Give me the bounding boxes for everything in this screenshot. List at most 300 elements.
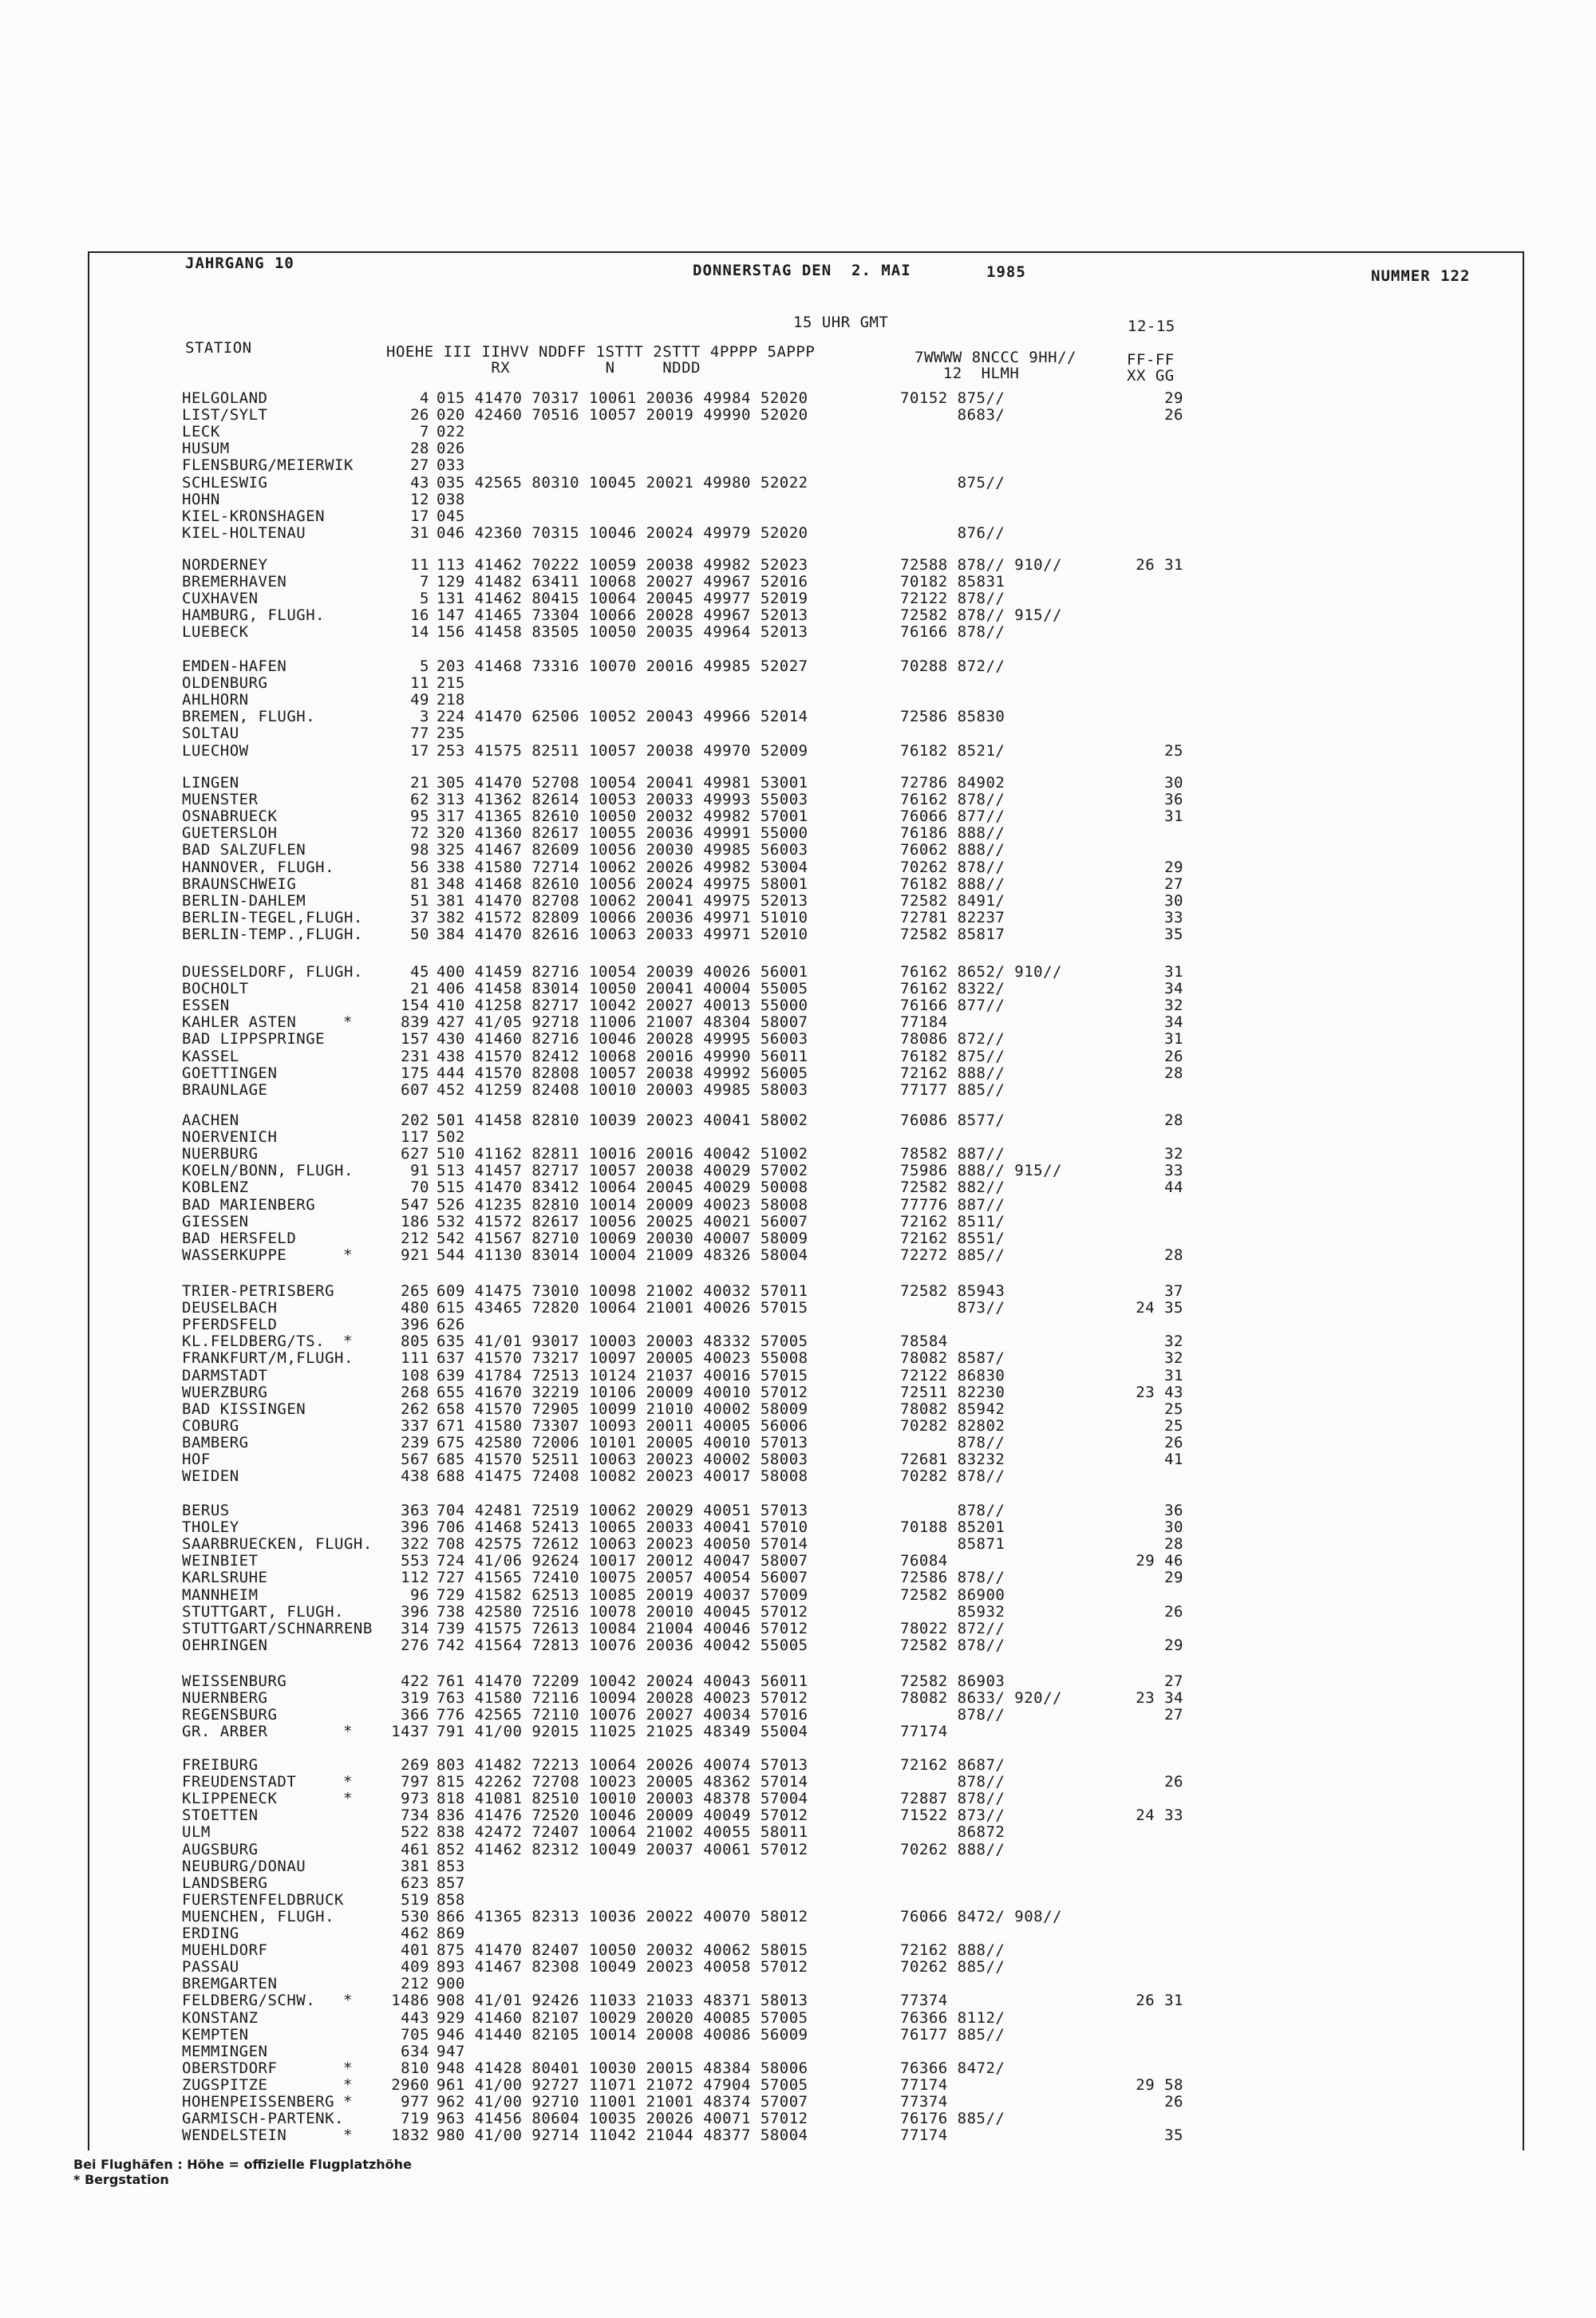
station-row [0, 1841, 1596, 1858]
ext-header-1: FF-FF [1127, 351, 1175, 369]
observation-data: 836 41476 72520 10046 20009 40049 57012 [437, 1807, 808, 1824]
station-height: 1832 [391, 2126, 429, 2144]
synop-groups: 77174 [900, 1723, 948, 1740]
station-row [0, 1518, 1596, 1535]
station-name: KEMPTEN [182, 2026, 249, 2044]
observation-data: 818 41081 82510 10010 20003 48378 57004 [437, 1790, 808, 1807]
synop-groups: 78584 [900, 1333, 948, 1350]
station-row [0, 1756, 1596, 1773]
station-name: WEINBIET [182, 1552, 259, 1570]
station-height: 5 [420, 657, 429, 675]
station-row [0, 1112, 1596, 1128]
observation-data: 033 [437, 456, 465, 474]
synop-groups: 72162 888// [900, 1941, 1005, 1959]
station-row [0, 1451, 1596, 1467]
synop-groups: 86872 [900, 1823, 1005, 1841]
station-row [0, 963, 1596, 980]
synop-groups: 77776 887// [900, 1196, 1005, 1214]
station-height: 49 [410, 691, 429, 709]
synop-groups: 76162 878// [900, 791, 1005, 808]
station-row [0, 824, 1596, 841]
observation-data: 908 41/01 92426 11033 21033 48371 58013 [437, 1992, 808, 2009]
station-name: NUERBURG [182, 1145, 259, 1163]
station-row [0, 875, 1596, 892]
station-height: 547 [401, 1196, 429, 1214]
station-height: 269 [401, 1756, 429, 1774]
synop-groups: 72582 878// 915// [900, 606, 1062, 624]
extra-groups: 36 [1164, 1502, 1183, 1519]
synop-groups: 76186 888// [900, 824, 1005, 842]
observation-data: 639 41784 72513 10124 21037 40016 57015 [437, 1367, 808, 1384]
station-name: KASSEL [182, 1048, 239, 1065]
station-height: 530 [401, 1908, 429, 1925]
synop-groups: 77374 [900, 1992, 948, 2009]
station-name: WEIDEN [182, 1467, 239, 1485]
observation-data: 893 41467 82308 10049 20023 40058 57012 [437, 1958, 808, 1976]
observation-data: 609 41475 73010 10098 21002 40032 57011 [437, 1282, 808, 1300]
station-name: OBERSTDORF [182, 2059, 278, 2077]
extra-groups: 25 [1164, 1417, 1183, 1435]
extra-groups: 30 [1164, 774, 1183, 792]
synop-groups: 72586 878// [900, 1569, 1005, 1586]
station-name: GUETERSLOH [182, 824, 278, 842]
synop-groups: 873// [900, 1299, 1005, 1317]
station-height: 117 [401, 1128, 429, 1146]
synop-groups: 72582 85817 [900, 926, 1005, 943]
station-name: BAD HERSFELD [182, 1230, 297, 1247]
station-row [0, 1316, 1596, 1333]
station-height: 12 [410, 491, 429, 508]
synop-groups: 70262 885// [900, 1958, 1005, 1976]
synop-groups: 78082 8587/ [900, 1349, 1005, 1367]
station-height: 26 [410, 406, 429, 424]
synop-groups: 70188 85201 [900, 1518, 1005, 1536]
station-height: 314 [401, 1620, 429, 1637]
station-height: 98 [410, 841, 429, 859]
mountain-station-marker: * [343, 1333, 353, 1350]
station-name: MANNHEIM [182, 1586, 259, 1604]
station-height: 21 [410, 980, 429, 997]
observation-data: 026 [437, 440, 465, 457]
synop-groups: 76176 885// [900, 2110, 1005, 2127]
station-row [0, 507, 1596, 524]
station-row [0, 1807, 1596, 1823]
observation-data: 430 41460 82716 10046 20028 49995 56003 [437, 1030, 808, 1048]
station-height: 17 [410, 507, 429, 525]
synop-groups: 72586 85830 [900, 708, 1005, 725]
station-row [0, 1992, 1596, 2008]
station-height: 72 [410, 824, 429, 842]
observation-data: 320 41360 82617 10055 20036 49991 55000 [437, 824, 808, 842]
station-row [0, 1958, 1596, 1975]
synop-groups: 72681 83232 [900, 1451, 1005, 1468]
mountain-station-marker: * [343, 1246, 353, 1264]
station-row [0, 1246, 1596, 1263]
station-name: THOLEY [182, 1518, 239, 1536]
station-row [0, 1333, 1596, 1349]
observation-data: 948 41428 80401 10030 20015 48384 58006 [437, 2059, 808, 2077]
station-name: BAD LIPPSPRINGE [182, 1030, 326, 1048]
station-row [0, 1535, 1596, 1552]
station-height: 567 [401, 1451, 429, 1468]
station-row [0, 774, 1596, 791]
synop-groups: 76162 8322/ [900, 980, 1005, 997]
station-row [0, 456, 1596, 473]
station-row [0, 440, 1596, 456]
observation-data: 688 41475 72408 10082 20023 40017 58008 [437, 1467, 808, 1485]
observation-data: 727 41565 72410 10075 20057 40054 56007 [437, 1569, 808, 1586]
observation-data: 671 41580 73307 10093 20011 40005 56006 [437, 1417, 808, 1435]
station-height: 268 [401, 1384, 429, 1401]
station-row [0, 1689, 1596, 1706]
observation-data: 224 41470 62506 10052 20043 49966 52014 [437, 708, 808, 725]
station-name: MUENCHEN, FLUGH. [182, 1908, 335, 1925]
observation-data: 962 41/00 92710 11001 21001 48374 57007 [437, 2093, 808, 2111]
station-row [0, 524, 1596, 541]
observation-data: 253 41575 82511 10057 20038 49970 52009 [437, 742, 808, 760]
station-name: KARLSRUHE [182, 1569, 268, 1586]
station-row [0, 1434, 1596, 1451]
observation-data: 761 41470 72209 10042 20024 40043 56011 [437, 1672, 808, 1690]
observation-data: 791 41/00 92015 11025 21025 48349 55004 [437, 1723, 808, 1740]
station-height: 27 [410, 456, 429, 474]
mountain-station-marker: * [343, 1773, 353, 1791]
observation-data: 444 41570 82808 10057 20038 49992 56005 [437, 1064, 808, 1082]
station-row [0, 1790, 1596, 1807]
station-name: STOETTEN [182, 1807, 259, 1824]
station-name: FUERSTENFELDBRUCK [182, 1891, 344, 1909]
station-row [0, 1400, 1596, 1417]
station-row [0, 1213, 1596, 1230]
synop-groups: 72786 84902 [900, 774, 1005, 792]
station-height: 62 [410, 791, 429, 808]
extra-groups: 29 46 [1136, 1552, 1183, 1570]
observation-data: 215 [437, 674, 465, 692]
station-height: 396 [401, 1603, 429, 1621]
synop-header-1: 7WWWW 8NCCC 9HH// [915, 349, 1077, 366]
station-row [0, 1367, 1596, 1384]
station-name: LANDSBERG [182, 1874, 268, 1892]
extra-groups: 25 [1164, 1400, 1183, 1418]
observation-data: 382 41572 82809 10066 20036 49971 51010 [437, 909, 808, 926]
station-name: KOELN/BONN, FLUGH. [182, 1162, 354, 1179]
observation-data: 763 41580 72116 10094 20028 40023 57012 [437, 1689, 808, 1707]
synop-groups: 77174 [900, 2126, 948, 2144]
station-row [0, 1941, 1596, 1958]
synop-groups: 78582 887// [900, 1145, 1005, 1163]
station-row [0, 1179, 1596, 1195]
observation-data: 947 [437, 2043, 465, 2060]
station-name: KLIPPENECK [182, 1790, 278, 1807]
mountain-station-marker: * [343, 2076, 353, 2094]
station-height: 11 [410, 556, 429, 574]
station-height: 4 [420, 389, 429, 407]
station-name: FELDBERG/SCHW. [182, 1992, 316, 2009]
synop-groups: 8683/ [900, 406, 1005, 424]
observation-data: 218 [437, 691, 465, 709]
range-label: 12-15 [1128, 318, 1175, 335]
observation-data: 738 42580 72516 10078 20010 40045 57012 [437, 1603, 808, 1621]
station-height: 70 [410, 1179, 429, 1196]
observation-data: 406 41458 83014 10050 20041 40004 55005 [437, 980, 808, 997]
station-height: 627 [401, 1145, 429, 1163]
station-height: 239 [401, 1434, 429, 1451]
station-name: HOF [182, 1451, 211, 1468]
observation-data: 803 41482 72213 10064 20026 40074 57013 [437, 1756, 808, 1774]
observation-data: 502 [437, 1128, 465, 1146]
station-row [0, 1467, 1596, 1484]
observation-data: 410 41258 82717 10042 20027 40013 55000 [437, 997, 808, 1014]
mountain-station-marker: * [343, 2093, 353, 2111]
station-name: WEISSENBURG [182, 1672, 287, 1690]
synop-groups: 76066 877// [900, 808, 1005, 825]
station-height: 921 [401, 1246, 429, 1264]
extra-groups: 30 [1164, 892, 1183, 910]
synop-groups: 75986 888// 915// [900, 1162, 1062, 1179]
station-name: STUTTGART, FLUGH. [182, 1603, 344, 1621]
synop-groups: 70182 85831 [900, 573, 1005, 590]
station-row [0, 1637, 1596, 1653]
station-height: 202 [401, 1112, 429, 1129]
synop-groups: 70152 875// [900, 389, 1005, 407]
station-height: 461 [401, 1841, 429, 1858]
extra-groups: 34 [1164, 1013, 1183, 1031]
station-height: 480 [401, 1299, 429, 1317]
station-name: MUENSTER [182, 791, 259, 808]
station-name: BAD KISSINGEN [182, 1400, 306, 1418]
station-height: 805 [401, 1333, 429, 1350]
extra-groups: 23 43 [1136, 1384, 1183, 1401]
station-name: FLENSBURG/MEIERWIK [182, 456, 354, 474]
station-name: LINGEN [182, 774, 239, 792]
extra-groups: 37 [1164, 1282, 1183, 1300]
observation-data: 929 41460 82107 10029 20020 40085 57005 [437, 2009, 808, 2027]
station-name: CUXHAVEN [182, 590, 259, 607]
station-name: REGENSBURG [182, 1706, 278, 1724]
station-name: NEUBURG/DONAU [182, 1858, 306, 1875]
station-row [0, 2126, 1596, 2143]
station-row [0, 1349, 1596, 1366]
observation-data: 427 41/05 92718 11006 21007 48304 58007 [437, 1013, 808, 1031]
station-height: 438 [401, 1467, 429, 1485]
observation-data: 438 41570 82412 10068 20016 49990 56011 [437, 1048, 808, 1065]
observation-data: 147 41465 73304 10066 20028 49967 52013 [437, 606, 808, 624]
station-height: 7 [420, 573, 429, 590]
observation-data: 866 41365 82313 10036 20022 40070 58012 [437, 1908, 808, 1925]
observation-data: 129 41482 63411 10068 20027 49967 52016 [437, 573, 808, 590]
extra-groups: 34 [1164, 980, 1183, 997]
extra-groups: 24 33 [1136, 1807, 1183, 1824]
station-height: 396 [401, 1518, 429, 1536]
station-name: BERUS [182, 1502, 230, 1519]
station-row [0, 1723, 1596, 1739]
station-row [0, 1603, 1596, 1620]
station-name: BAMBERG [182, 1434, 249, 1451]
station-height: 396 [401, 1316, 429, 1333]
station-name: BERLIN-TEGEL,FLUGH. [182, 909, 363, 926]
station-name: BAD MARIENBERG [182, 1196, 316, 1214]
station-row [0, 556, 1596, 573]
observation-data: 515 41470 83412 10064 20045 40029 50008 [437, 1179, 808, 1196]
station-height: 276 [401, 1637, 429, 1654]
synop-groups: 76177 885// [900, 2026, 1005, 2044]
station-height: 553 [401, 1552, 429, 1570]
station-row [0, 2076, 1596, 2093]
station-row [0, 926, 1596, 942]
station-height: 705 [401, 2026, 429, 2044]
station-row [0, 1620, 1596, 1637]
observation-data: 235 [437, 725, 465, 742]
station-height: 839 [401, 1013, 429, 1031]
station-row [0, 725, 1596, 741]
station-name: KL.FELDBERG/TS. [182, 1333, 326, 1350]
station-row [0, 1196, 1596, 1213]
observation-data: 045 [437, 507, 465, 525]
synop-groups: 72162 8511/ [900, 1213, 1005, 1230]
extra-groups: 36 [1164, 791, 1183, 808]
synop-groups: 76166 878// [900, 623, 1005, 641]
station-name: OSNABRUECK [182, 808, 278, 825]
station-row [0, 1299, 1596, 1316]
station-row [0, 1048, 1596, 1064]
station-row [0, 2059, 1596, 2076]
station-name: FREUDENSTADT [182, 1773, 297, 1791]
station-row [0, 1925, 1596, 1941]
synop-groups: 876// [900, 524, 1005, 542]
station-name: NUERNBERG [182, 1689, 268, 1707]
observation-data: 858 [437, 1891, 465, 1909]
observation-data: 980 41/00 92714 11042 21044 48377 58004 [437, 2126, 808, 2144]
extra-groups: 27 [1164, 875, 1183, 893]
station-name: HOHN [182, 491, 220, 508]
station-height: 112 [401, 1569, 429, 1586]
observation-data: 724 41/06 92624 10017 20012 40047 58007 [437, 1552, 808, 1570]
station-height: 95 [410, 808, 429, 825]
station-height: 11 [410, 674, 429, 692]
synop-groups: 70288 872// [900, 657, 1005, 675]
mountain-station-marker: * [343, 2059, 353, 2077]
station-row [0, 1162, 1596, 1179]
station-row [0, 1672, 1596, 1689]
station-height: 1486 [391, 1992, 429, 2009]
issue-number: NUMMER 122 [1371, 267, 1471, 285]
station-row [0, 997, 1596, 1013]
synop-groups: 76062 888// [900, 841, 1005, 859]
station-name: GR. ARBER [182, 1723, 268, 1740]
ext-header-2: XX GG [1127, 367, 1175, 385]
observation-data: 131 41462 80415 10064 20045 49977 52019 [437, 590, 808, 607]
station-height: 607 [401, 1081, 429, 1099]
year: 1985 [986, 263, 1026, 281]
extra-groups: 32 [1164, 997, 1183, 1014]
extra-groups: 28 [1164, 1246, 1183, 1264]
synop-groups: 72162 8551/ [900, 1230, 1005, 1247]
observation-data: 510 41162 82811 10016 20016 40042 51002 [437, 1145, 808, 1163]
station-name: ERDING [182, 1925, 239, 1942]
observation-data: 655 41670 32219 10106 20009 40010 57012 [437, 1384, 808, 1401]
time-label: 15 UHR GMT [793, 314, 889, 331]
station-height: 37 [410, 909, 429, 926]
extra-groups: 26 [1164, 1603, 1183, 1621]
station-height: 719 [401, 2110, 429, 2127]
observation-data: 452 41259 82408 10010 20003 49985 58003 [437, 1081, 808, 1099]
station-height: 157 [401, 1030, 429, 1048]
synop-groups: 76182 888// [900, 875, 1005, 893]
extra-groups: 35 [1164, 2126, 1183, 2144]
station-name: OLDENBURG [182, 674, 268, 692]
station-height: 50 [410, 926, 429, 943]
station-row [0, 606, 1596, 623]
station-height: 212 [401, 1230, 429, 1247]
synop-groups: 72122 878// [900, 590, 1005, 607]
station-height: 14 [410, 623, 429, 641]
station-name: KOBLENZ [182, 1179, 249, 1196]
station-row [0, 859, 1596, 875]
observation-data: 035 42565 80310 10045 20021 49980 52022 [437, 474, 808, 492]
station-height: 381 [401, 1858, 429, 1875]
station-height: 3 [420, 708, 429, 725]
observation-data: 729 41582 62513 10085 20019 40037 57009 [437, 1586, 808, 1604]
observation-data: 675 42580 72006 10101 20005 40010 57013 [437, 1434, 808, 1451]
synop-groups: 72582 86900 [900, 1586, 1005, 1604]
station-height: 21 [410, 774, 429, 792]
station-name: AHLHORN [182, 691, 249, 709]
station-row [0, 1586, 1596, 1603]
station-name: BREMGARTEN [182, 1975, 278, 1992]
observation-data: 869 [437, 1925, 465, 1942]
station-height: 31 [410, 524, 429, 542]
synop-groups: 70282 82802 [900, 1417, 1005, 1435]
synop-groups: 72272 885// [900, 1246, 1005, 1264]
station-height: 265 [401, 1282, 429, 1300]
observation-data: 046 42360 70315 10046 20024 49979 52020 [437, 524, 808, 542]
station-height: 322 [401, 1535, 429, 1553]
station-row [0, 1773, 1596, 1790]
synop-groups: 85871 [900, 1535, 1005, 1553]
extra-groups: 31 [1164, 1030, 1183, 1048]
station-name: COBURG [182, 1417, 239, 1435]
station-height: 96 [410, 1586, 429, 1604]
station-name: LUEBECK [182, 623, 249, 641]
station-name: KIEL-KRONSHAGEN [182, 507, 326, 525]
station-row [0, 1081, 1596, 1098]
synop-groups: 70262 878// [900, 859, 1005, 876]
synop-groups: 77374 [900, 2093, 948, 2111]
station-name: LUECHOW [182, 742, 249, 760]
station-height: 16 [410, 606, 429, 624]
synop-groups: 875// [900, 474, 1005, 492]
station-height: 2960 [391, 2076, 429, 2094]
station-name: SCHLESWIG [182, 474, 268, 492]
station-name: WUERZBURG [182, 1384, 268, 1401]
station-name: BERLIN-TEMP.,FLUGH. [182, 926, 363, 943]
synop-groups: 76366 8472/ [900, 2059, 1005, 2077]
station-height: 734 [401, 1807, 429, 1824]
station-name: DARMSTADT [182, 1367, 268, 1384]
station-row [0, 491, 1596, 507]
station-name: AUGSBURG [182, 1841, 259, 1858]
station-name: ZUGSPITZE [182, 2076, 268, 2094]
observation-data: 852 41462 82312 10049 20037 40061 57012 [437, 1841, 808, 1858]
station-height: 519 [401, 1891, 429, 1909]
station-name: BRAUNSCHWEIG [182, 875, 297, 893]
station-name: MUEHLDORF [182, 1941, 268, 1959]
station-row [0, 1030, 1596, 1047]
station-name: BRAUNLAGE [182, 1081, 268, 1099]
station-height: 77 [410, 725, 429, 742]
station-name: KAHLER ASTEN [182, 1013, 297, 1031]
observation-data: 739 41575 72613 10084 21004 40046 57012 [437, 1620, 808, 1637]
